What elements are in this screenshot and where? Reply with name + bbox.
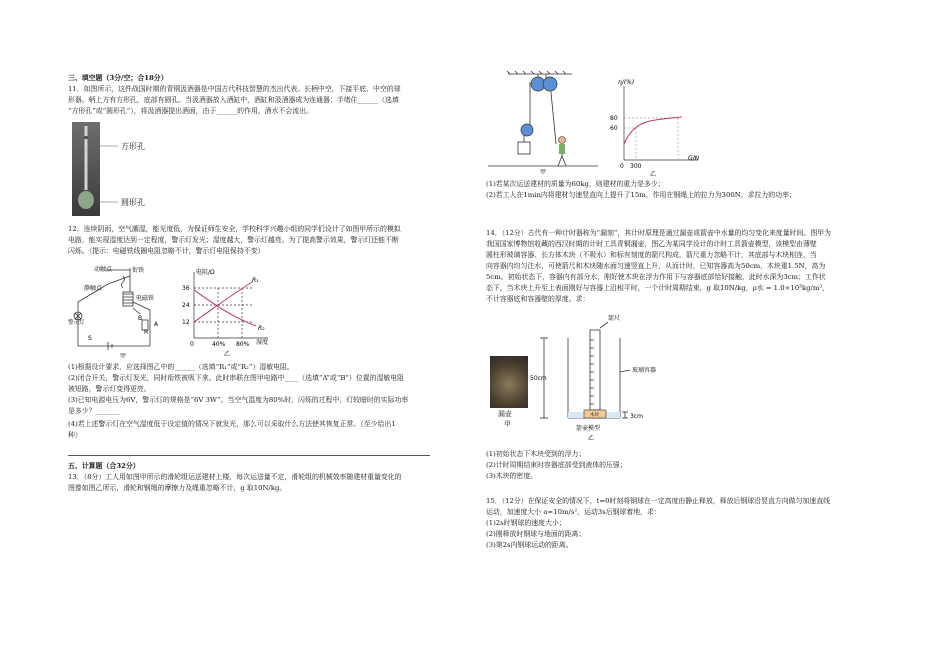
label-round-hole: 圆形孔 — [121, 198, 145, 207]
graph-tick-40: 40% — [212, 341, 226, 348]
q11-line2: 形器。柄上方有方形孔，底部有圆孔。当汲酒器放入酒缸中，酒缸和汲酒器成为连通器；手堵住______（选填 — [68, 96, 399, 104]
section-3-title: 三、填空题（3分/空；合18分） — [68, 74, 168, 82]
q14-line5: 5cm。初始状态下，容器内有部分水，刚好使木块在浮力作用下与容器底部恰好接触，此时水深为3cm；工作状 — [486, 273, 826, 281]
armature-label: 衔铁 — [132, 267, 145, 274]
q15-line2: 运动，加速度大小 a=10m/s²，运动3s后钢球着地，求： — [486, 508, 661, 516]
leak-pot-photo — [490, 356, 528, 408]
q13-answer1: (1)若某次运送建材的质量为60kg，则建材的重力是多少； — [486, 180, 665, 188]
efficiency-tick-0: 0 — [620, 163, 624, 170]
height-50cm-label: 50cm — [530, 375, 547, 382]
point-b-label: B — [138, 315, 143, 322]
q11-line1: 11．如图所示，这件战国时期的青铜汲酒器是中国古代科技智慧的杰出代表。长柄中空，下接平底、中空的球 — [68, 85, 401, 93]
static-contact-label: 静触点 — [84, 285, 103, 292]
q14-answer1: (1)初始状态下木块受到的浮力； — [486, 450, 586, 458]
efficiency-graph — [598, 78, 708, 178]
leak-pot-label: 漏壶 — [498, 410, 512, 418]
q14-line6: 态下，当木块上升至上表面刚好与容器上沿相平时，一个计时周期结束，g 取10N/kg，ρ水 = 1.0×10³kg/m³， — [486, 284, 830, 292]
q13-answer2: (2)若工人在1min内将建材匀速竖直向上提升了15m，作用在钢绳上的拉力为300N，求拉力的功率； — [486, 191, 796, 199]
q14-line3: 圆柱形玻璃容器、长方体木块（不吸水）和标有刻度的箭尺构成，箭尺重力忽略不计，其底部与木块相连，当 — [486, 251, 817, 259]
q11-line3: “方形孔”或“圆形孔”），将汲酒器提出酒面，由于______的作用，酒水不会流出。 — [68, 107, 313, 115]
efficiency-tick-300: 300 — [630, 163, 642, 170]
switch-s-label: S — [88, 335, 92, 342]
q12-answer2b: 被短路，警示灯变得更亮。 — [68, 385, 151, 393]
q12-line3: 闪烁。（提示：电磁铁线圈电阻忽略不计，警示灯电阻保持不变） — [68, 247, 265, 255]
graph-tick-0: 0 — [190, 341, 194, 348]
graph-tick-24: 24 — [182, 302, 190, 309]
q12-answer2a: (2)闭合开关，警示灯发光，同时衔铁被吸下来。此时串联在图甲电路中____（选填“A”或“B”）位置的湿敏电阻 — [68, 374, 405, 382]
point-a-label: A — [154, 321, 159, 328]
efficiency-caption: 乙 — [650, 171, 657, 178]
q15-answer2: (2)刚释放时钢球与地面的距离； — [486, 530, 586, 538]
efficiency-tick-80: 80 — [610, 115, 618, 122]
height-3cm-label: 3cm — [630, 413, 643, 420]
efficiency-curve — [624, 117, 682, 144]
resistor-r-label: R — [144, 329, 149, 336]
q13-line1: 13．（8分）工人用如图甲所示的滑轮组运送建材上楼，每次运送量不定，滑轮组的机械效率随建材重量变化的 — [68, 473, 402, 481]
q15-answer3: (3)第2s内钢球运动的距离。 — [486, 541, 573, 549]
graph-tick-36: 36 — [182, 285, 190, 292]
q12-answer3b: 是多少？_______ — [68, 407, 120, 415]
q12-answer3a: (3)已知电源电压为6V，警示灯的规格是“6V 3W”。当空气湿度为80%时，闪烁的过程中，灯较暗时的实际功率 — [68, 396, 409, 404]
q12-answer4a: (4)若上述警示灯在空气湿度低于设定值的情况下就发光，那么可以采取什么方法使其恢复正常。（至少给出1 — [68, 420, 396, 428]
circuit-caption: 甲 — [120, 353, 127, 360]
q14-line4: 向容器内均匀注水，可使箭尺和木块随水面匀速竖直上升，从而计时，已知容器高为50cm，木块重1.5N，高为 — [486, 262, 826, 270]
graph-caption: 乙 — [224, 351, 231, 358]
q12-line1: 12．连续阴雨，空气潮湿，能见度低，为保证师生安全，学校科学兴趣小组的同学们设计了如图甲所示的模拟 — [68, 225, 401, 233]
q14-line1: 14．（12分）古代有一种计时器称为“漏刻”，其计时原理是通过漏壶或箭壶中水量的均匀变化来度量时间。图甲为 — [486, 229, 831, 237]
q12-answer1: (1)根据设计要求，应选择图乙中的______（选填“R₁”或“R₂”）湿敏电阻。 — [68, 363, 294, 371]
label-square-hole: 方形孔 — [121, 142, 145, 151]
r2-curve — [194, 290, 256, 326]
model-caption: 乙 — [588, 435, 595, 442]
section-divider — [68, 455, 430, 456]
q13-line2: 图像如图乙所示，滑轮和钢绳的摩擦力及绳重忽略不计，g 取10N/kg。 — [68, 484, 287, 492]
q15-answer1: (1)2s时钢球的速度大小； — [486, 519, 566, 527]
glass-container-label: 玻璃容器 — [632, 367, 657, 374]
q15-line1: 15．（12分）在保证安全的情况下，t=0时刻将钢球在一定高度由静止释放，释放后钢球沿竖直方向做匀加速直线 — [486, 497, 830, 505]
resistance-humidity-graph — [180, 268, 280, 360]
electromagnet-label: 电磁铁 — [136, 295, 155, 302]
model-label: 箭壶模型 — [576, 425, 601, 432]
r1-label: R₁ — [252, 277, 259, 284]
pulley-caption: 甲 — [540, 169, 547, 176]
warning-lamp-label: 警示灯 — [68, 320, 85, 326]
pulley-system-figure — [486, 70, 598, 174]
q14-line2: 我国国家博物馆收藏的西汉时期的计时工具青铜漏壶，图乙为某同学设计的计时工具箭壶模型，该模型由薄壁 — [486, 240, 817, 248]
graph-tick-12: 12 — [182, 319, 190, 326]
q14-answer2: (2)计时周期结束时容器底部受到液体的压强； — [486, 461, 627, 469]
graph-y-label: 电阻/Ω — [196, 269, 215, 276]
leak-pot-caption: 甲 — [504, 420, 511, 428]
efficiency-x-label: G/N — [688, 155, 700, 162]
q12-answer4b: 种） — [68, 431, 82, 439]
wood-block-label: 木块 — [590, 413, 599, 418]
section-5-title: 五、计算题（合32分） — [68, 462, 140, 470]
graph-tick-80: 80% — [236, 341, 250, 348]
q12-line2: 电路，能实现湿度达到一定程度，警示灯发光；湿度越大，警示灯越亮。为了提高警示效果，警示灯还能不断 — [68, 236, 399, 244]
q14-line7: 不计容器底和容器壁的厚度。求： — [486, 295, 590, 303]
q14-answer3: (3)木块的密度。 — [486, 472, 538, 480]
efficiency-y-label: η/(%) — [618, 79, 635, 86]
efficiency-tick-60: 60 — [610, 125, 618, 132]
graph-x-label: 湿度 — [256, 339, 269, 346]
moving-contact-label: 动触点 — [94, 266, 113, 273]
arrow-pot-model — [530, 315, 684, 442]
r2-label: R₂ — [258, 325, 265, 332]
ruler-label: 箭尺 — [608, 315, 621, 322]
circuit-diagram — [68, 262, 178, 360]
